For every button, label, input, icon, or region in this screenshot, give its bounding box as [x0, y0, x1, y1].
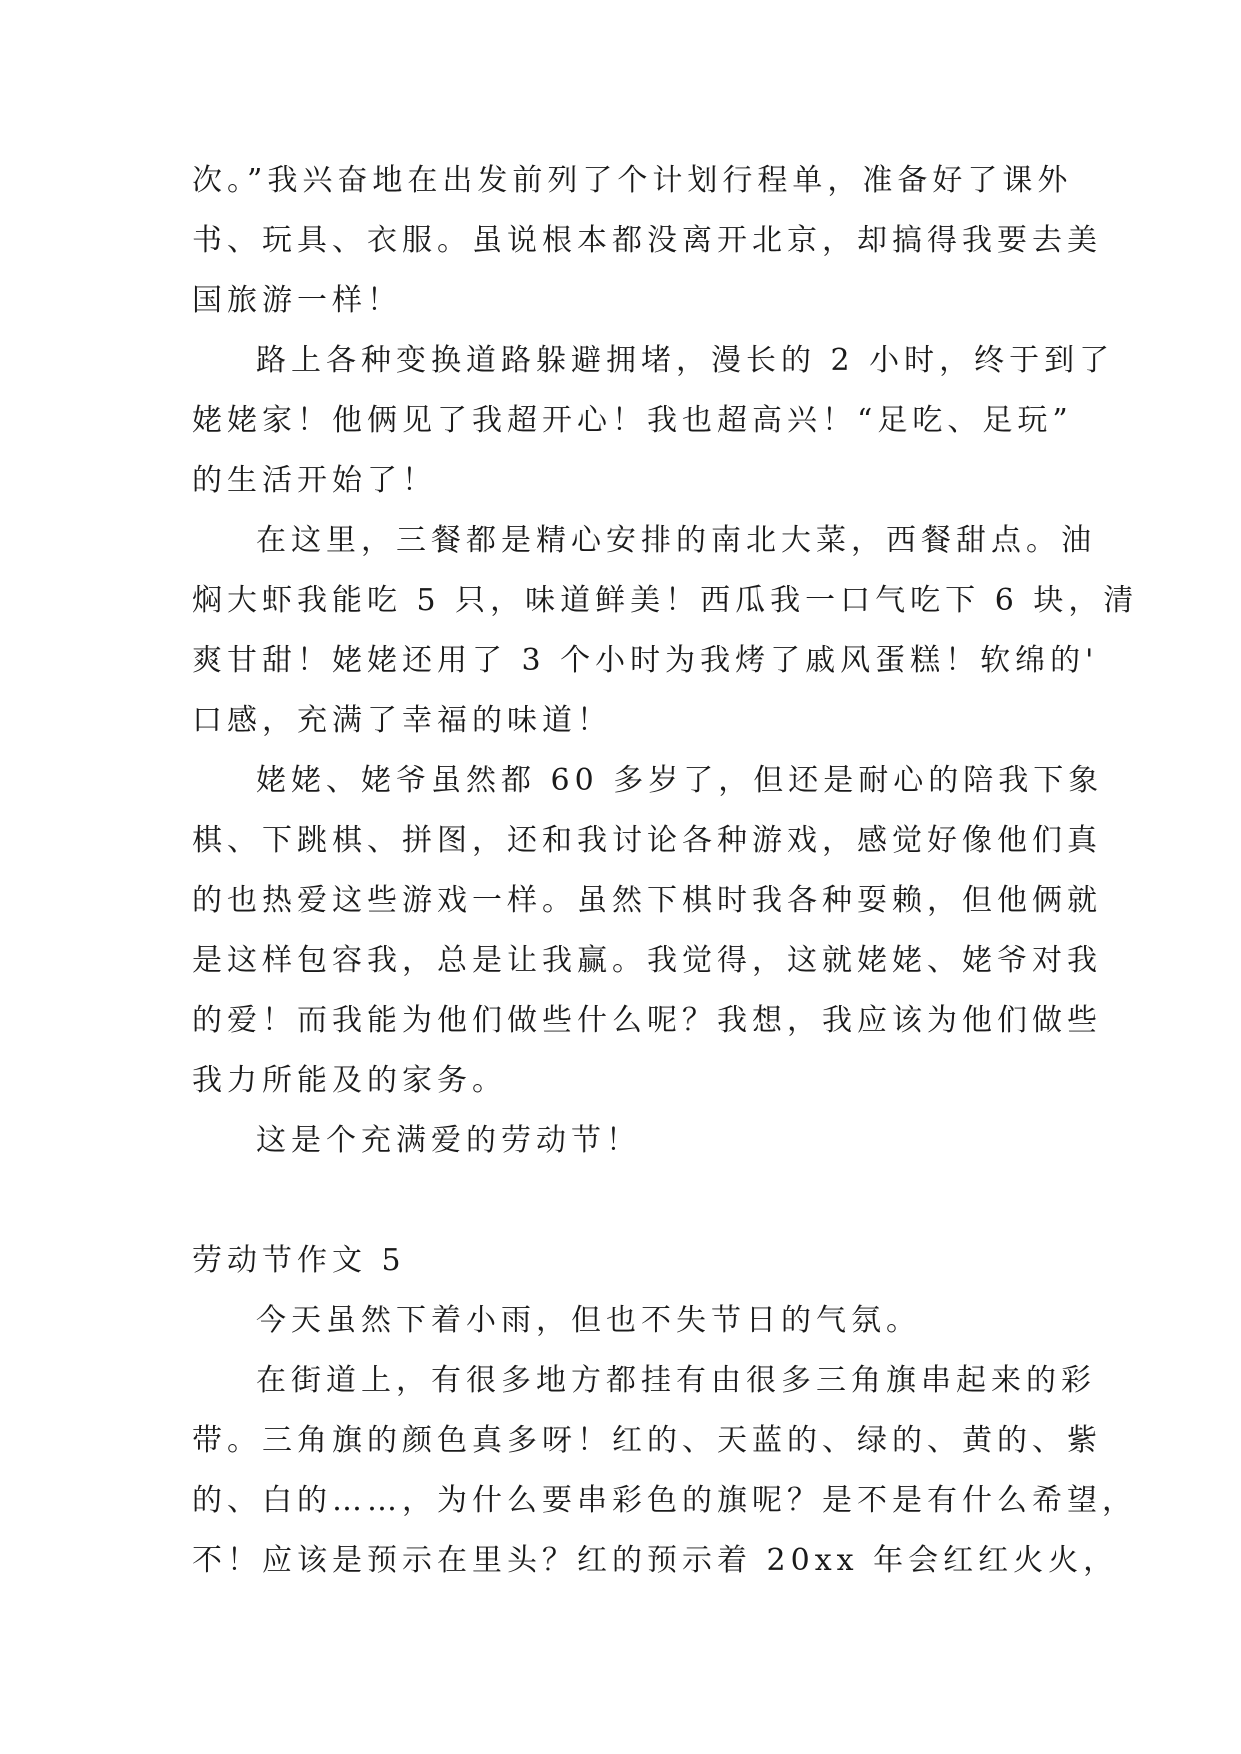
- paragraph-line: 书、玩具、衣服。虽说根本都没离开北京，却搞得我要去美: [192, 223, 1102, 258]
- paragraph-line: 国旅游一样！: [192, 283, 402, 318]
- paragraph-line: 的、白的……，为什么要串彩色的旗呢？是不是有什么希望，: [192, 1483, 1137, 1518]
- paragraph-line: 的爱！而我能为他们做些什么呢？我想，我应该为他们做些: [192, 1003, 1102, 1038]
- paragraph-line: 这是个充满爱的劳动节！: [256, 1123, 641, 1158]
- paragraph-line: 是这样包容我，总是让我赢。我觉得，这就姥姥、姥爷对我: [192, 943, 1102, 978]
- paragraph-line: 不！应该是预示在里头？红的预示着 20xx 年会红红火火，: [192, 1543, 1119, 1578]
- paragraph-line: 次。”我兴奋地在出发前列了个计划行程单，准备好了课外: [192, 163, 1073, 198]
- paragraph-line: 在街道上，有很多地方都挂有由很多三角旗串起来的彩: [256, 1363, 1096, 1398]
- paragraph-line: 的生活开始了！: [192, 463, 437, 498]
- paragraph-line: 今天虽然下着小雨，但也不失节日的气氛。: [256, 1303, 921, 1338]
- paragraph-line: 在这里，三餐都是精心安排的南北大菜，西餐甜点。油: [256, 523, 1096, 558]
- paragraph-line: 的也热爱这些游戏一样。虽然下棋时我各种耍赖，但他俩就: [192, 883, 1102, 918]
- paragraph-line: 爽甘甜！姥姥还用了 3 个小时为我烤了戚风蛋糕！软绵的': [192, 643, 1099, 678]
- paragraph-line: 焖大虾我能吃 5 只，味道鲜美！西瓜我一口气吃下 6 块，清: [192, 583, 1139, 618]
- paragraph-line: 口感，充满了幸福的味道！: [192, 703, 612, 738]
- paragraph-line: 路上各种变换道路躲避拥堵，漫长的 2 小时，终于到了: [256, 343, 1115, 378]
- paragraph-line: 姥姥家！他俩见了我超开心！我也超高兴！“足吃、足玩”: [192, 403, 1073, 438]
- paragraph-line: 我力所能及的家务。: [192, 1063, 507, 1098]
- paragraph-line: 姥姥、姥爷虽然都 60 多岁了，但还是耐心的陪我下象: [256, 763, 1104, 798]
- section-title: 劳动节作文 5: [192, 1243, 406, 1278]
- paragraph-line: 棋、下跳棋、拼图，还和我讨论各种游戏，感觉好像他们真: [192, 823, 1102, 858]
- paragraph-line: 带。三角旗的颜色真多呀！红的、天蓝的、绿的、黄的、紫: [192, 1423, 1102, 1458]
